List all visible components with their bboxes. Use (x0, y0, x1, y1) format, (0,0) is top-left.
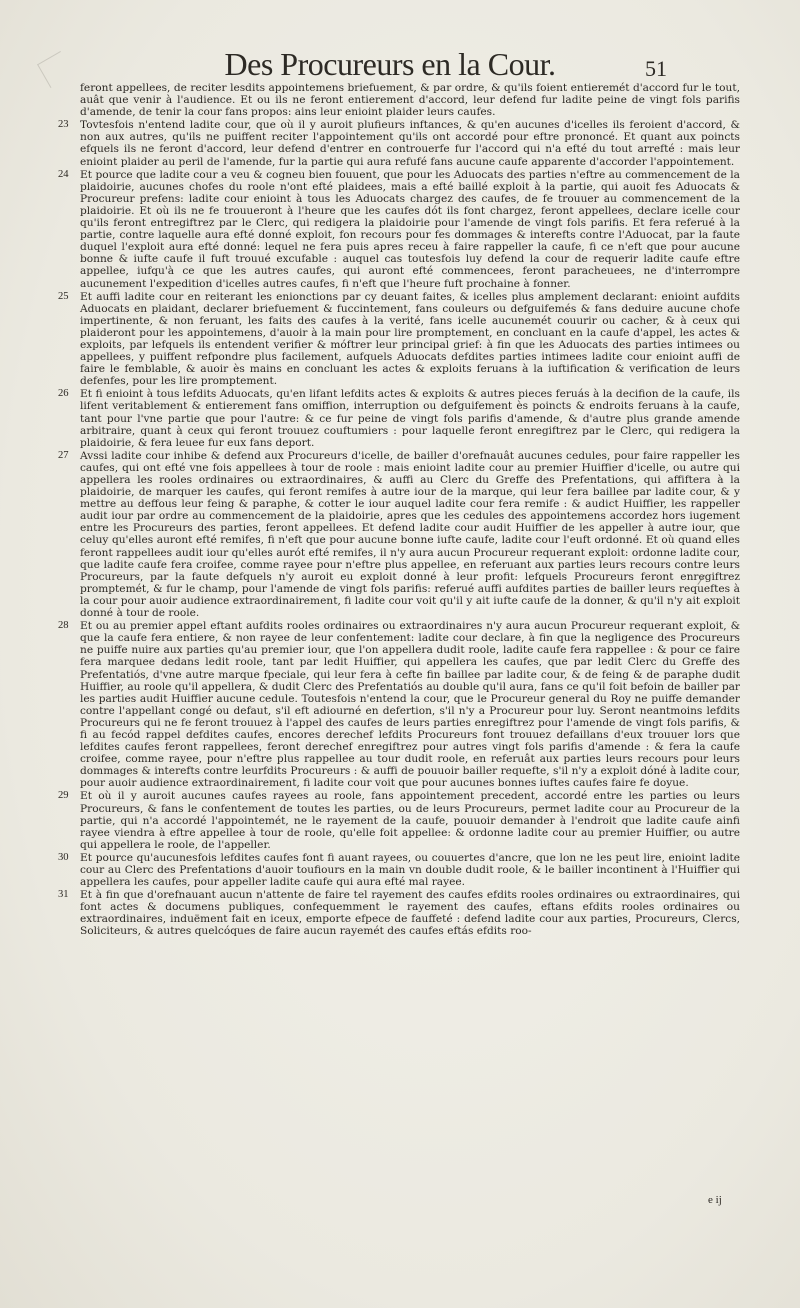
paragraph (60, 450, 740, 619)
paragraph-number: 28 (58, 620, 69, 632)
paragraph-text: Tovtesfois n'entend ladite cour, que où il y auroit plufieurs inftances, & qu'en aucunes d'icelles ils feroient d'accord, & non aux autres, qu'ils ne puiffent reciter l'appointement qu'ils ont accordé pour eftre prononcé. Et quant aux poincts efquels ils ne feront d'accord, leur defend d'entrer en controuerfe fur l'accord qui n'a efté du tout arrefté : mais leur enioint plaider au peril de l'amende, fur la partie qui aura refufé fans aucune caufe apparente d'accorder l'appointement. (80, 119, 740, 168)
paragraph-text: Avssi ladite cour inhibe & defend aux Procureurs d'icelle, de bailler d'orefnauât aucunes cedules, pour faire rappeller les caufes, qui ont efté vne fois appellees à tour de roole : mais enioint ladite cour au premier Huiffier d'icelle, ou autre qui appellera les rooles ordinaires ou extraordinaires, & auffi au Clerc du Greffe des Prefentations, qui affiftera à la plaidoirie, de marquer les caufes, qui feront remifes à autre iour de la marque, qui leur fera baillee par ladite cour, & y mettre au deffous leur feing & paraphe, & cotter le iour auquel ladite cour fera remife : & audict Huiffier, les rappeller audit iour par ordre au commencement de la plaidoirie, apres que les cedules des appointemens accordez hors iugement entre les Procureurs des parties, feront appellees. Et defend ladite cour audit Huiffier de les appeller à autre iour, que celuy qu'elles auront efté remifes, fi n'eft que pour aucune bonne iufte caufe, ladite cour l'euft ordonné. Et où quand elles feront rappellees audit iour qu'elles aurót efté remifes, il n'y aura aucun Procureur requerant exploit: ordonne ladite cour, que ladite caufe fera croifee, comme rayee pour n'eftre plus appellee, en referuant aux parties leurs recours contre leurs Procureurs, par la faute defquels n'y auroit eu exploit donné à leur profit: lefquels Procureurs feront enregiftrez promptemét, & fur le champ, pour l'amende de vingt fols parifis: referué auffi aufdites parties de bailler leurs requeftes à la cour pour auoir audience extraordinairement, fi ladite cour voit qu'il y ait iufte caufe de la donner, & qu'il n'y ait exploit donné à tour de roole. (80, 449, 740, 620)
paragraph-number: 25 (58, 290, 69, 302)
paragraph-number: 23 (58, 119, 69, 131)
paragraph-text: Et auffi ladite cour en reiterant les enionctions par cy deuant faites, & icelles plus amplement declarant: enioint aufdits Aduocats en plaidant, declarer briefuement & fuccintement, fans couleurs ou defguifemés & fans deduire aucune chofe impertinente, & non feruant, les faits des caufes à la verité, fans icelle aucunemét couurir ou cacher, & à ceux qui plaideront pour les appointemens, d'auoir à la main pour lire promptement, en concluant en la caufe d'appel, les actes & exploits, par lefquels ils entendent verifier & móftrer leur principal grief: à fin que les Aduocats des parties intimees ou appellees, y puiffent refpondre plus facilement, aufquels Aduocats defdites parties intimees ladite cour enioint auffi de faire le femblable, & auoir ès mains en concluant les actes & exploits feruans à la iuftification & verification de leurs defenfes, pour les lire promptement. (80, 290, 740, 388)
paragraph (60, 388, 740, 448)
paragraph-number: 26 (58, 388, 69, 400)
paragraph-number: 24 (58, 168, 69, 180)
paragraph-number: 29 (58, 790, 69, 802)
paragraph-number: 30 (58, 851, 69, 863)
paragraph-text: Et où il y auroit aucunes caufes rayees au roole, fans appointement precedent, accordé entre les parties ou leurs Procureurs, & fans le confentement de toutes les parties, ou de leurs Procureurs, permet ladite cour au Procureur de la partie, qui n'a accordé l'appointemét, ne le rayement de la caufe, pouuoir demander à l'endroit que ladite caufe ainfi rayee viendra à eftre appellee à tour de roole, qu'elle foit appellee: & ordonne ladite cour au premier Huiffier, ou autre qui appellera le roole, de l'appeller. (80, 790, 740, 851)
paragraph (60, 889, 740, 937)
paragraph (60, 291, 740, 388)
paragraph-text: Et fi enioint à tous lefdits Aduocats, qu'en lifant lefdits actes & exploits & autres pieces feruás à la decifion de la caufe, ils lifent veritablement & entierement fans omiffion, interruption ou defguifement ès poincts & endroits feruans à la caufe, tant pour l'vne partie que pour l'autre: & ce fur peine de vingt fols parifis d'amende, & d'autre plus grande amende arbitraire, quant à ceux qui feront trouuez couftumiers : pour laquelle feront enregiftrez par le Clerc, qui redigera la plaidoirie, & fera leuee fur eux fans deport. (80, 388, 740, 449)
paragraph-number: 31 (58, 889, 69, 901)
paragraph-text: Et pource qu'aucunesfois lefdites caufes font fi auant rayees, ou couuertes d'ancre, que lon ne les peut lire, enioint ladite cour au Clerc des Prefentations d'auoir toufiours en la main vn double dudit roole, & le bailler incontinent à l'Huiffier qui appellera les caufes, pour appeller ladite caufe qui aura efté mal rayee. (80, 851, 740, 889)
paragraph (60, 119, 740, 167)
folio-number: 51 (645, 56, 667, 81)
page-title: Des Procureurs en la Cour. (224, 46, 556, 82)
signature-mark: e ij (708, 1194, 722, 1206)
paragraph-text: Et pource que ladite cour a veu & cogneu bien fouuent, que pour les Aduocats des parties n'eftre au commencement de la plaidoirie, aucunes chofes du roole n'ont efté plaidees, mais a efté baillé exploit à la partie, qui auoit fes Aduocats & Procureur prefens: ladite cour enioint à tous les Aduocats chargez des caufes, de fe trouuer au commencement de la plaidoirie. Et où ils ne fe trouueront à l'heure que les caufes dót ils font chargez, feront appellees, declare icelle cour qu'ils feront entregiftrez par le Clerc, qui redigera la plaidoirie pour l'amende de vingt fols parifis. Et fera referué à la partie, contre laquelle aura efté donné exploit, fon recours pour fes dommages & interefts contre l'Aduocat, par la faute duquel l'exploit aura efté donné: lequel ne fera puis apres receu à faire rappeller la caufe, fi ce n'eft que pour aucune bonne & iufte caufe il fuft trouué excufable : auquel cas toutesfois luy defend la cour de requerir ladite caufe eftre appellee, iufqu'à ce que les autres caufes, qui auront efté commencees, feront paracheuees, ne d'interrompre aucunement l'expedition d'icelles autres caufes, fi n'eft que l'heure fuft prochaine à fonner. (80, 168, 740, 290)
paragraph (60, 620, 740, 789)
paragraph (60, 790, 740, 850)
paragraph (60, 852, 740, 888)
paragraph-number: 27 (58, 449, 69, 461)
paragraph-text: Et à fin que d'orefnauant aucun n'attente de faire tel rayement des caufes efdits rooles ordinaires ou extraordinaires, qui font actes & documens publiques, confequemment le rayement des caufes, eftans efdits rooles ordinaires ou extraordinaires, induëment fait en iceux, emporte efpece de fauffeté : defend ladite cour aux parties, Procureurs, Clercs, Soliciteurs, & autres quelcóques de faire aucun rayemét des caufes eftás efdits roo- (80, 889, 740, 938)
paragraph (60, 82, 740, 118)
paragraph-text: Et ou au premier appel eftant aufdits rooles ordinaires ou extraordinaires n'y aura aucun Procureur requerant exploit, & que la caufe fera entiere, & non rayee de leur confentement: ladite cour declare, à fin que la negligence des Procureurs ne puiffe nuire aux parties qu'au premier iour, que l'on appellera dudit roole, ladite caufe fera rappellee : & pour ce faire fera marquee dedans ledit roole, tant par ledit Huiffier, qui appellera les caufes, que par ledit Clerc du Greffe des Prefentatiós, d'vne autre marque fpeciale, qui leur fera à cefte fin baillee par ladite cour, & de feing & de paraphe dudit Huiffier, au roole qu'il appellera, & dudit Clerc des Prefentatiós au double qu'il aura, fans ce qu'il foit befoin de bailler par les parties audit Huiffier aucune cedule. Toutesfois n'entend la cour, que le Procureur general du Roy ne puiffe demander contre l'appellant congé ou defaut, s'il eft adiourné en defertion, s'il n'y a Procureur pour luy. Seront neantmoins lefdits Procureurs qui ne fe feront trouuez à l'appel des caufes de leurs parties enregiftrez pour l'amende de vingt fols parifis, & fi au fecód rappel defdites caufes, encores derechef lefdits Procureurs font trouuez defaillans d'eux trouuer lors que lefdites caufes feront rappellees, feront derechef enregiftrez pour autres vingt fols parifis d'amende : & fera la caufe croifee, comme rayee, pour n'eftre plus rappellee au tour dudit roole, en referuât aux parties leurs recours pour leurs dommages & interefts contre leurfdits Procureurs : & auffi de pouuoir bailler requefte, s'il n'y a exploit dóné à ladite cour, pour auoir audience extraordinairement, fi ladite cour voit que pour aucunes bonnes iuftes caufes faire fe doyue. (80, 620, 740, 790)
main-text (60, 82, 740, 939)
paragraph-text: feront appellees, de reciter lesdits appointemens briefuement, & par ordre, & qu'ils foient entieremét d'accord fur le tout, auât que venir à l'audience. Et ou ils ne feront entierement d'accord, leur defend fur ladite peine de vingt fols parifis d'amende, de tenir la cour fans propos: ains leur enioint plaider leurs caufes. (80, 82, 740, 119)
paragraph (60, 169, 740, 290)
